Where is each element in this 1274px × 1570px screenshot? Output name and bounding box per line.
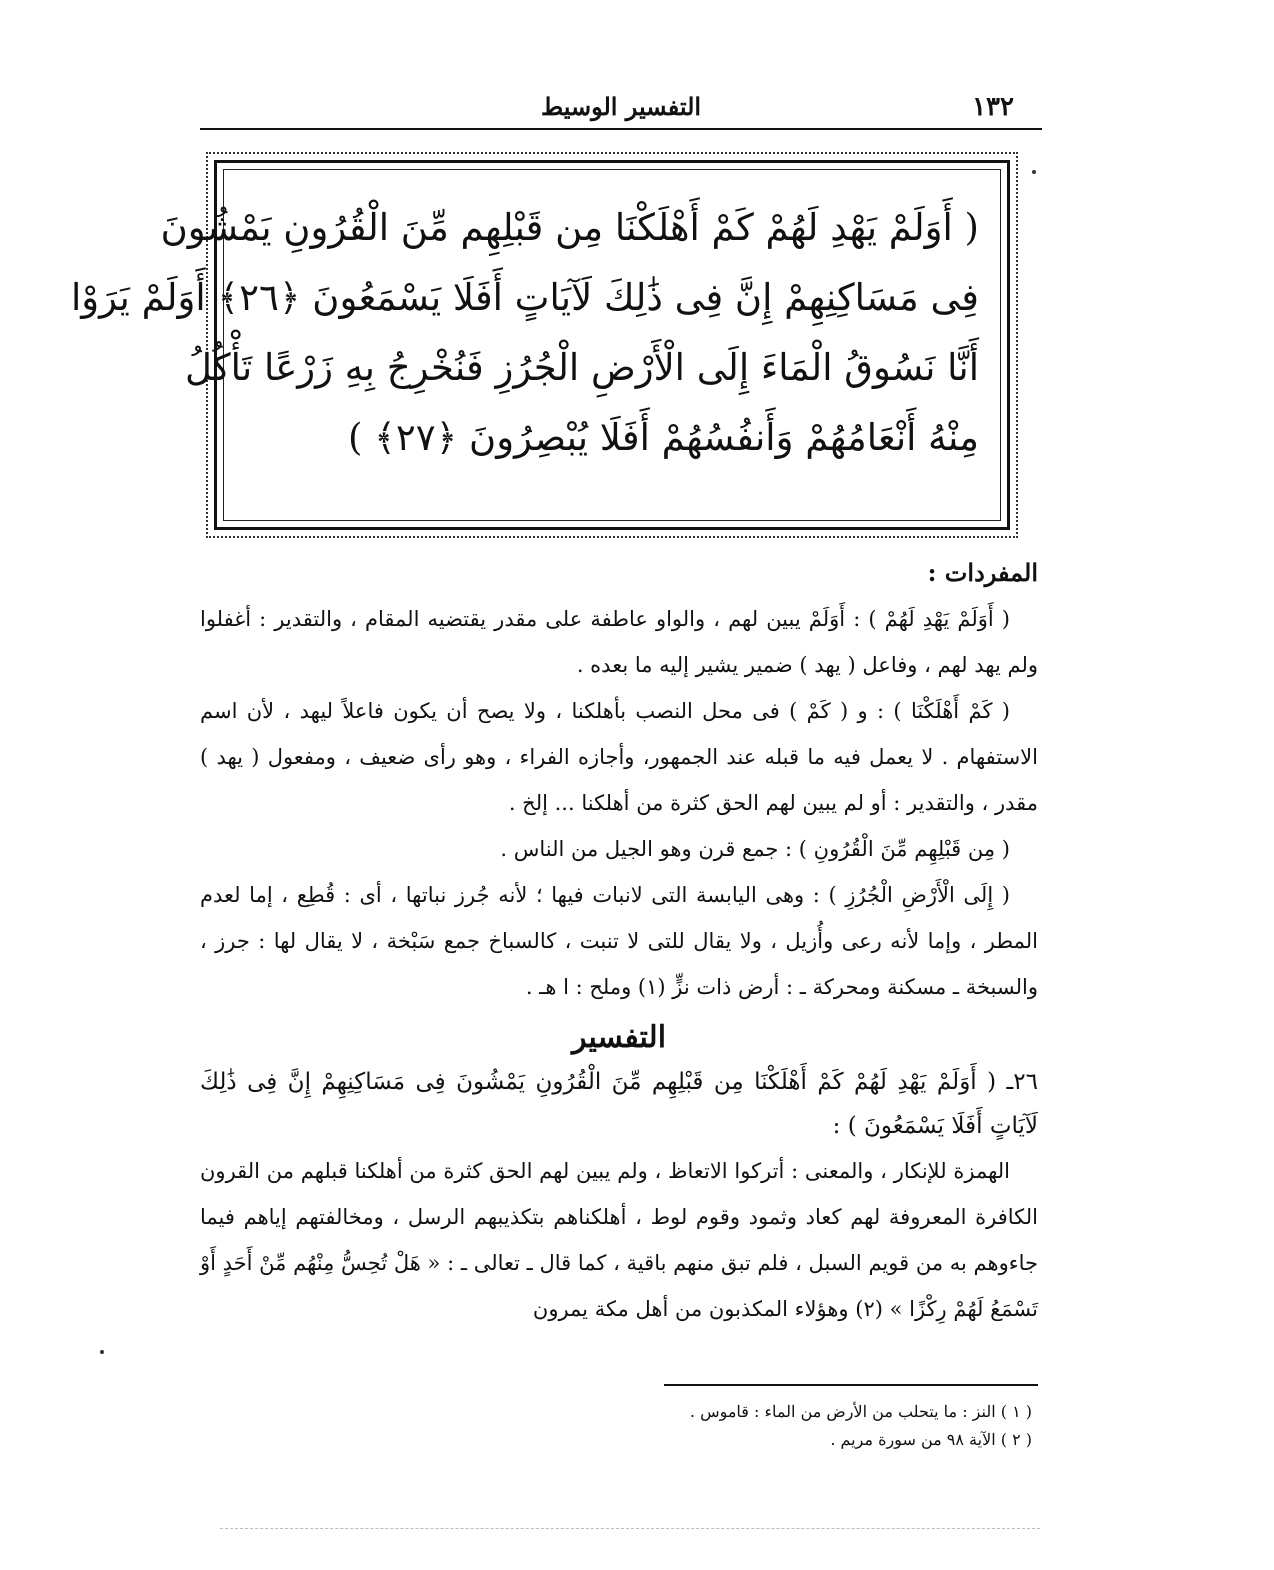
vocabulary-entry: ( كَمْ أَهْلَكْنَا ) : و ( كَمْ ) فى محل النصب بأهلكنا ، ولا يصح أن يكون فاعلاً ليهد ، لأن اسم الاستفهام . لا يعمل فيه ما قبله عند الجمهور، وأجازه الفراء ، وهو رأى ضعيف ، ومفعول ( يهد ) مقدر ، والتقدير : أو لم يبين لهم الحق كثرة من أهلكنا ... إلخ . — [200, 699, 1038, 815]
verse-line: فِى مَسَاكِنِهِمْ إِنَّ فِى ذَٰلِكَ لَآيَاتٍ أَفَلَا يَسْمَعُونَ ﴿٢٦﴾ أَوَلَمْ يَرَوْا — [70, 276, 979, 319]
vocabulary-entry: ( مِن قَبْلِهِم مِّنَ الْقُرُونِ ) : جمع قرن وهو الجيل من الناس . — [500, 837, 1010, 861]
quran-verse-text — [70, 193, 979, 473]
vocabulary-heading: المفردات : — [927, 558, 1038, 587]
vocabulary-entry: ( إِلَى الْأَرْضِ الْجُرُزِ ) : وهى اليابسة التى لانبات فيها ؛ لأنه جُرز نباتها ، أى : قُطِع ، إما لعدم المطر ، وإما لأنه رعى وأُزيل ، ولا يقال للتى لا تنبت ، كالسباخ جمع سَبْخة ، لا يقال لها : جرز ، والسبخة ـ مسكنة ومحركة ـ : أرض ذات نزٍّ (١) وملح : ا هـ . — [200, 883, 1038, 999]
vocabulary-entry: ( أَوَلَمْ يَهْدِ لَهُمْ ) : أَوَلَمْ يبين لهم ، والواو عاطفة على مقدر يقتضيه المقام ، والتقدير : أغفلوا ولم يهد لهم ، وفاعل ( يهد ) ضمير يشير إليه ما بعده . — [200, 607, 1038, 677]
running-title: التفسير الوسيط — [540, 92, 702, 121]
scan-speck — [1032, 170, 1036, 174]
running-header — [200, 88, 1042, 130]
quran-verse-frame — [70, 160, 1010, 530]
footnote: ( ٢ ) الآية ٩٨ من سورة مريم . — [830, 1430, 1032, 1449]
tafsir-paragraph: الهمزة للإنكار ، والمعنى : أتركوا الاتعاظ ، ولم يبين لهم الحق كثرة من أهلكنا قبلهم من القرون الكافرة المعروفة لهم كعاد وثمود وقوم لوط ، أهلكناهم بتكذيبهم الرسل ، ومخالفتهم إياهم فيما جاءوهم به من قويم السبل ، فلم تبق منهم باقية ، كما قال ـ تعالى ـ : « هَلْ تُحِسُّ مِنْهُم مِّنْ أَحَدٍ أَوْ تَسْمَعُ لَهُمْ رِكْزًا » (٢) وهؤلاء المكذبون من أهل مكة يمرون — [200, 1159, 1038, 1321]
footnotes — [420, 1398, 1032, 1454]
footnote: ( ١ ) النز : ما يتحلب من الأرض من الماء : قاموس . — [689, 1402, 1032, 1421]
scan-speck — [100, 1350, 104, 1354]
page-number: ١٣٢ — [972, 92, 1014, 122]
verse-line: أَنَّا نَسُوقُ الْمَاءَ إِلَى الْأَرْضِ الْجُرُزِ فَنُخْرِجُ بِهِ زَرْعًا تَأْكُلُ — [184, 346, 979, 389]
main-content — [200, 550, 1038, 1332]
scan-artifact-line — [220, 1528, 1040, 1529]
tafsir-heading: التفسير — [571, 1020, 667, 1055]
footnote-divider — [664, 1384, 1038, 1386]
verse-line: ( أَوَلَمْ يَهْدِ لَهُمْ كَمْ أَهْلَكْنَا مِن قَبْلِهِم مِّنَ الْقُرُونِ يَمْشُونَ — [160, 206, 979, 249]
verse-line: مِنْهُ أَنْعَامُهُمْ وَأَنفُسُهُمْ أَفَلَا يُبْصِرُونَ ﴿٢٧﴾ ) — [347, 416, 979, 459]
tafsir-verse-quote: ٢٦ـ ( أَوَلَمْ يَهْدِ لَهُمْ كَمْ أَهْلَكْنَا مِن قَبْلِهِم مِّنَ الْقُرُونِ يَمْشُونَ فِى مَسَاكِنِهِمْ إِنَّ فِى ذَٰلِكَ لَآيَاتٍ أَفَلَا يَسْمَعُونَ ) : — [200, 1069, 1038, 1139]
